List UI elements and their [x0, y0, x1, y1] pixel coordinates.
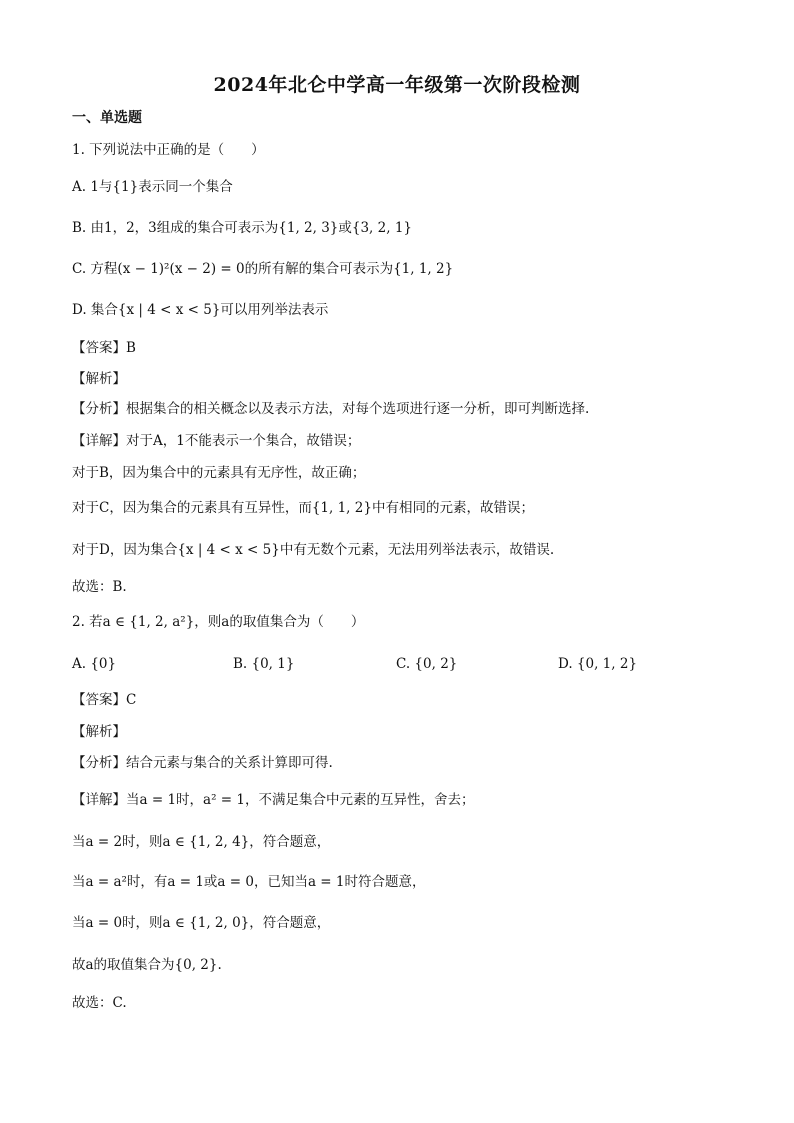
q2-answer: 【答案】C	[72, 692, 137, 708]
q1-stem: 1. 下列说法中正确的是（ ）	[72, 142, 265, 158]
q2-xiangjie: 【详解】当a = 1时，a² = 1，不满足集合中元素的互异性，舍去；	[72, 792, 475, 808]
q1-option-a: A. 1与{1}表示同一个集合	[72, 179, 233, 195]
q1-fenxi: 【分析】根据集合的相关概念以及表示方法，对每个选项进行逐一分析，即可判断选择.	[72, 401, 590, 417]
q2-stem: 2. 若a ∈ {1, 2, a²}，则a的取值集合为（ ）	[72, 614, 365, 630]
q2-choose: 故选：C.	[72, 995, 127, 1011]
q1-line-d: 对于D，因为集合{x | 4 < x < 5}中有无数个元素，无法用列举法表示，故错误.	[72, 542, 555, 558]
q2-fenxi: 【分析】结合元素与集合的关系计算即可得.	[72, 755, 333, 771]
q2-line-3: 当a = a²时，有a = 1或a = 0，已知当a = 1时符合题意，	[72, 874, 426, 890]
q2-analysis-label: 【解析】	[72, 724, 126, 740]
q1-choose: 故选：B.	[72, 579, 127, 595]
q2-option-c: C. {0, 2}	[396, 656, 458, 672]
section-heading: 一、单选题	[72, 110, 142, 126]
q1-line-c: 对于C，因为集合的元素具有互异性，而{1, 1, 2}中有相同的元素，故错误；	[72, 500, 534, 516]
q1-option-b: B. 由1，2，3组成的集合可表示为{1, 2, 3}或{3, 2, 1}	[72, 220, 412, 236]
page-title: 2024年北仑中学高一年级第一次阶段检测	[213, 74, 581, 96]
q1-option-c: C. 方程(x − 1)²(x − 2) = 0的所有解的集合可表示为{1, 1, 2}	[72, 261, 454, 277]
q1-xiangjie: 【详解】对于A，1不能表示一个集合，故错误；	[72, 433, 361, 449]
q2-line-2: 当a = 2时，则a ∈ {1, 2, 4}，符合题意，	[72, 834, 331, 850]
q2-option-b: B. {0, 1}	[233, 656, 295, 672]
q2-line-5: 故a的取值集合为{0, 2}.	[72, 957, 222, 973]
q2-line-4: 当a = 0时，则a ∈ {1, 2, 0}，符合题意，	[72, 915, 331, 931]
q1-line-b: 对于B，因为集合中的元素具有无序性，故正确；	[72, 465, 366, 481]
q2-option-d: D. {0, 1, 2}	[558, 656, 638, 672]
q1-analysis-label: 【解析】	[72, 371, 126, 387]
q2-option-a: A. {0}	[72, 656, 117, 672]
q1-option-d: D. 集合{x | 4 < x < 5}可以用列举法表示	[72, 302, 329, 318]
q1-answer: 【答案】B	[72, 340, 136, 356]
